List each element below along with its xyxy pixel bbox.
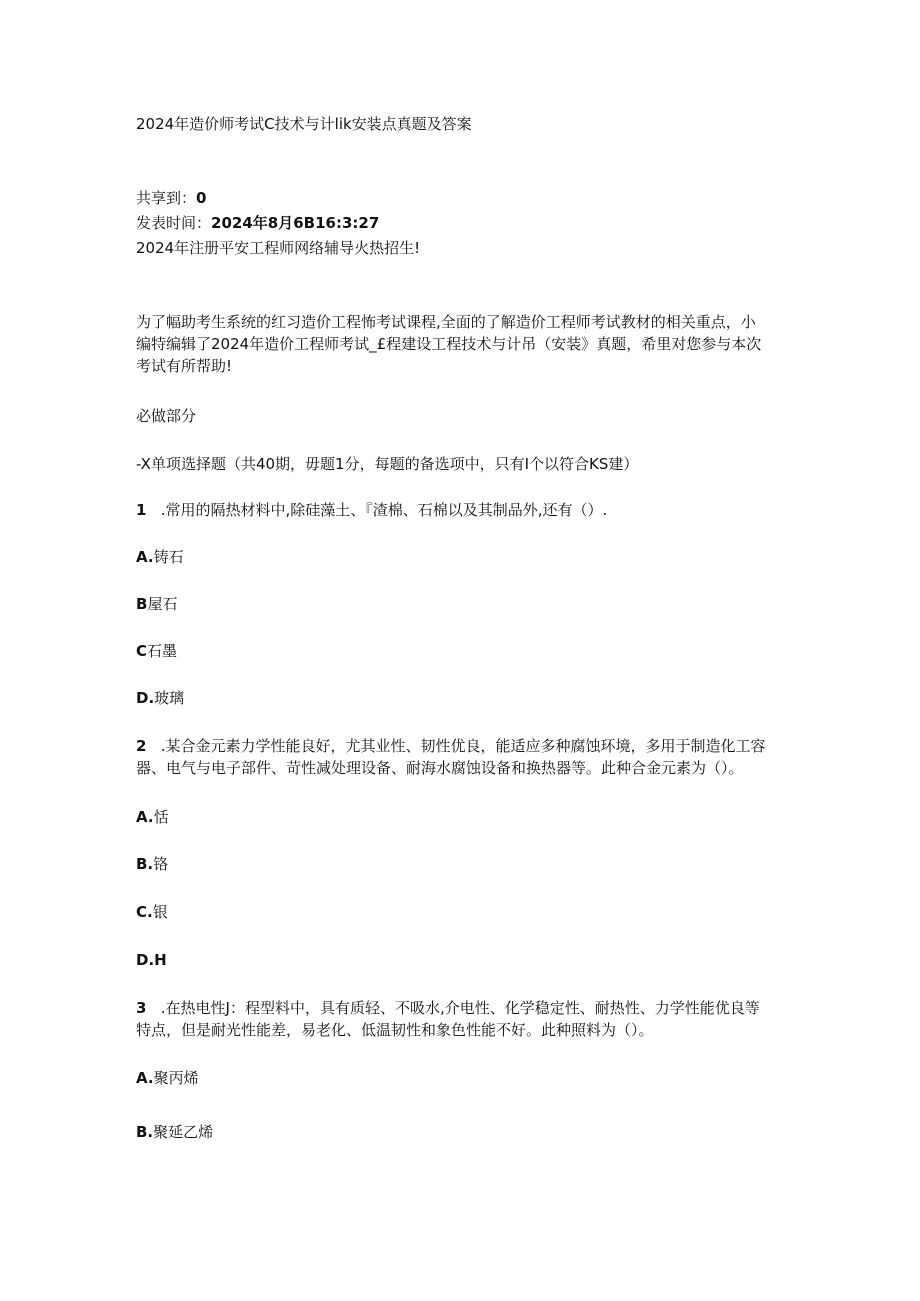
section-heading: 必做部分 (136, 407, 197, 425)
option-key: A. (136, 808, 154, 826)
share-line (136, 188, 206, 208)
q2-option-d (136, 950, 167, 970)
option-key: B (136, 595, 148, 613)
q1-option-a (136, 547, 184, 567)
intro-line: 为了幅助考生系统的红习造价工程怖考试课程,全面的了解造价工程师考试教材的相关重点，小 (136, 313, 756, 331)
question-number: 2 (136, 737, 147, 755)
document-title: 2024年造价师考试C技术与计lik安装点真题及答案 (136, 115, 472, 133)
q2-option-b (136, 854, 168, 874)
option-key: C (136, 642, 148, 660)
option-key: D. (136, 951, 155, 969)
option-text: 聚丙烯 (153, 1069, 199, 1087)
option-text: 铬 (153, 855, 169, 873)
option-key: B. (136, 1123, 154, 1141)
option-text: 玻璃 (154, 689, 185, 707)
question-text: 特点，但是耐光性能差，易老化、低温韧性和象色性能不好。此种照料为（）。 (136, 1021, 654, 1039)
question-number: 3 (136, 999, 147, 1017)
option-text: H (154, 951, 167, 969)
published-label: 发表时间： (136, 214, 212, 232)
question-text: .常用的隔热材料中,除硅藻土、『渣棉、石棉以及其制品外,还有（）. (160, 501, 608, 519)
question-text: .在热电性J：程型料中，具有质轻、不吸水,介电性、化学稳定性、耐热性、力学性能优良等 (160, 999, 760, 1017)
share-label: 共享到： (136, 189, 197, 207)
question-2-stem (136, 735, 786, 779)
option-key: A. (136, 548, 154, 566)
published-line (136, 213, 379, 233)
option-text: 银 (152, 903, 168, 921)
q3-option-a (136, 1068, 199, 1088)
option-text: 石墨 (147, 642, 178, 660)
question-1-stem (136, 500, 607, 520)
q3-option-b (136, 1122, 213, 1142)
q2-option-c (136, 902, 168, 922)
question-3-stem (136, 997, 786, 1041)
option-key: A. (136, 1069, 154, 1087)
question-line (136, 735, 786, 757)
question-number: 1 (136, 501, 147, 519)
option-text: 屋石 (147, 595, 178, 613)
q2-option-a (136, 807, 169, 827)
option-text: 恬 (153, 808, 169, 826)
part-title: -X单项选择题（共40期，毋题1分，每题的备选项中，只有I个以符合KS建） (136, 455, 639, 473)
intro-paragraph (136, 311, 786, 377)
promo-line: 2024年注册平安工程师网络辅导火热招生! (136, 239, 421, 257)
intro-line: 编特编辑了2024年造价工程师考试_£程建设工程技术与计吊（安装》真题，希里对您参与本次 (136, 335, 762, 353)
question-line (136, 997, 786, 1019)
q1-option-d (136, 688, 184, 708)
question-text: .某合金元素力学性能良好，尤其业性、韧性优良，能适应多种腐蚀环境，多用于制造化工容 (160, 737, 766, 755)
option-key: B. (136, 855, 154, 873)
q1-option-c (136, 641, 177, 661)
question-text: 器、电气与电子部件、苛性减处理设备、耐海水腐蚀设备和换热器等。此种合金元素为（）。 (136, 759, 744, 777)
option-text: 铸石 (153, 548, 184, 566)
q1-option-b (136, 594, 177, 614)
share-value: 0 (196, 189, 207, 207)
option-key: D. (136, 689, 155, 707)
option-text: 聚延乙烯 (153, 1123, 214, 1141)
published-value: 2024年8月6B16:3:27 (211, 214, 380, 232)
intro-line: 考试有所帮助! (136, 357, 233, 375)
option-key: C. (136, 903, 153, 921)
